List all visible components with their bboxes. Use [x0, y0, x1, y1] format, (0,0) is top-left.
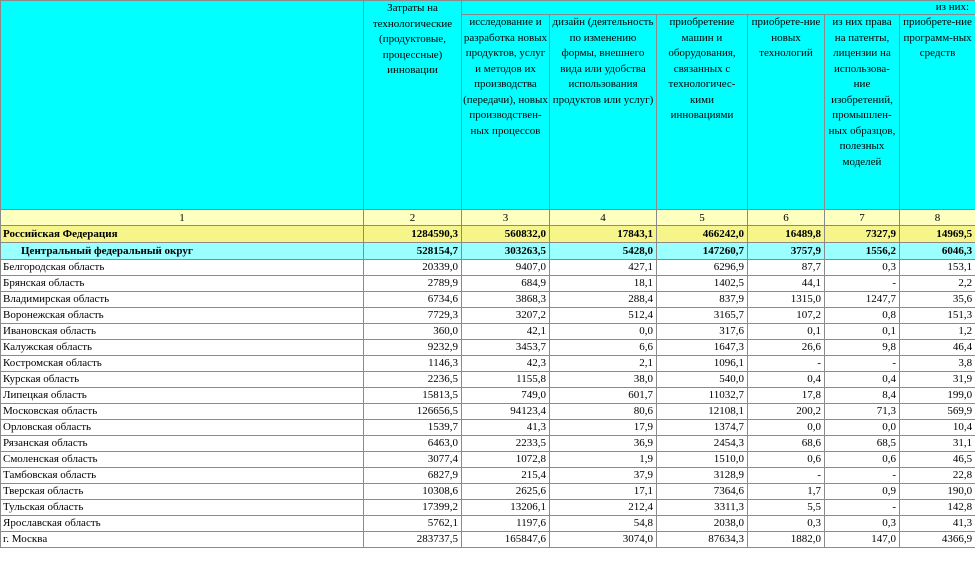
header-patent-rights: из них права на патенты, лицензии на использова-ние изобретений, промышлен-ных образцов, полезных моделей	[825, 15, 900, 210]
cell-value: 2625,6	[462, 484, 550, 500]
table-row	[1, 500, 975, 516]
cell-value: 71,3	[825, 404, 900, 420]
cell-value: 68,5	[825, 436, 900, 452]
cell-value: 46,4	[900, 340, 975, 356]
row-name: Центральный федеральный округ	[1, 243, 364, 260]
cell-value: 54,8	[550, 516, 657, 532]
cell-value: 31,1	[900, 436, 975, 452]
cell-value: 22,8	[900, 468, 975, 484]
cell-value: 540,0	[657, 372, 748, 388]
cell-value: 31,9	[900, 372, 975, 388]
cell-value: 190,0	[900, 484, 975, 500]
header-machinery-purchase: приобретение машин и оборудования, связанных с технологичес-кими инновациями	[657, 15, 748, 210]
header-new-technologies: приобрете-ние новых технологий	[748, 15, 825, 210]
cell-value: 10308,6	[364, 484, 462, 500]
row-name: Ярославская область	[1, 516, 364, 532]
cell-value: 9407,0	[462, 260, 550, 276]
cell-value: 41,3	[462, 420, 550, 436]
cell-value: 42,1	[462, 324, 550, 340]
cell-value: 87,7	[748, 260, 825, 276]
cell-value: 0,9	[825, 484, 900, 500]
row-name: Тульская область	[1, 500, 364, 516]
header-research-development: исследование и разработка новых продуктов, услуг и методов их производства (передачи), новых производствен-ных процессов	[462, 15, 550, 210]
cell-value: 68,6	[748, 436, 825, 452]
cell-value: 147,0	[825, 532, 900, 548]
cell-value: 3074,0	[550, 532, 657, 548]
cell-value: 3,8	[900, 356, 975, 372]
table-row	[1, 324, 975, 340]
cell-value: 0,4	[825, 372, 900, 388]
column-number: 4	[550, 210, 657, 226]
cell-value: 601,7	[550, 388, 657, 404]
cell-value: 3077,4	[364, 452, 462, 468]
table-row	[1, 260, 975, 276]
row-name: Тверская область	[1, 484, 364, 500]
table-row	[1, 468, 975, 484]
cell-value: 3128,9	[657, 468, 748, 484]
cell-value: 3453,7	[462, 340, 550, 356]
cell-value: -	[748, 468, 825, 484]
cell-value: 3207,2	[462, 308, 550, 324]
cell-value: 147260,7	[657, 243, 748, 260]
cell-value: 0,4	[748, 372, 825, 388]
cell-value: 0,3	[748, 516, 825, 532]
cell-value: 142,8	[900, 500, 975, 516]
row-name: г. Москва	[1, 532, 364, 548]
table-row	[1, 420, 975, 436]
row-name: Московская область	[1, 404, 364, 420]
cell-value: 6,6	[550, 340, 657, 356]
row-name: Белгородская область	[1, 260, 364, 276]
row-name: Рязанская область	[1, 436, 364, 452]
table-row	[1, 484, 975, 500]
cell-value: 466242,0	[657, 226, 748, 243]
table-row	[1, 516, 975, 532]
column-number: 8	[900, 210, 975, 226]
cell-value: 38,0	[550, 372, 657, 388]
cell-value: 12108,1	[657, 404, 748, 420]
cell-value: 0,0	[825, 420, 900, 436]
cell-value: 3165,7	[657, 308, 748, 324]
table-row	[1, 532, 975, 548]
cell-value: 2454,3	[657, 436, 748, 452]
row-name: Орловская область	[1, 420, 364, 436]
cell-value: 94123,4	[462, 404, 550, 420]
cell-value: 1,9	[550, 452, 657, 468]
cell-value: 2789,9	[364, 276, 462, 292]
cell-value: 11032,7	[657, 388, 748, 404]
cell-value: 288,4	[550, 292, 657, 308]
cell-value: 151,3	[900, 308, 975, 324]
row-name: Курская область	[1, 372, 364, 388]
cell-value: -	[825, 468, 900, 484]
cell-value: 10,4	[900, 420, 975, 436]
table-row	[1, 292, 975, 308]
column-number: 2	[364, 210, 462, 226]
cell-value: 35,6	[900, 292, 975, 308]
cell-value: 41,3	[900, 516, 975, 532]
cell-value: 13206,1	[462, 500, 550, 516]
row-name: Смоленская область	[1, 452, 364, 468]
cell-value: 17,9	[550, 420, 657, 436]
header-design: дизайн (деятельность по изменению формы, внешнего вида или удобства использования продуктов или услуг)	[550, 15, 657, 210]
table-row	[1, 452, 975, 468]
cell-value: 126656,5	[364, 404, 462, 420]
cell-value: 0,0	[748, 420, 825, 436]
row-name: Брянская область	[1, 276, 364, 292]
header-total-costs: Затраты на технологические (продуктовые, процессные) инновации	[364, 1, 462, 210]
cell-value: 303263,5	[462, 243, 550, 260]
column-number: 1	[1, 210, 364, 226]
header-corner-cell	[1, 1, 364, 210]
cell-value: 1284590,3	[364, 226, 462, 243]
cell-value: 212,4	[550, 500, 657, 516]
cell-value: 199,0	[900, 388, 975, 404]
cell-value: 0,6	[748, 452, 825, 468]
cell-value: 2,2	[900, 276, 975, 292]
cell-value: 153,1	[900, 260, 975, 276]
table-row	[1, 340, 975, 356]
cell-value: 569,9	[900, 404, 975, 420]
cell-value: 215,4	[462, 468, 550, 484]
cell-value: 0,1	[825, 324, 900, 340]
cell-value: 7364,6	[657, 484, 748, 500]
cell-value: 7729,3	[364, 308, 462, 324]
cell-value: 283737,5	[364, 532, 462, 548]
cell-value: 200,2	[748, 404, 825, 420]
cell-value: 6463,0	[364, 436, 462, 452]
table-row	[1, 276, 975, 292]
column-number: 5	[657, 210, 748, 226]
cell-value: 6827,9	[364, 468, 462, 484]
cell-value: 80,6	[550, 404, 657, 420]
cell-value: 14969,5	[900, 226, 975, 243]
cell-value: 37,9	[550, 468, 657, 484]
cell-value: -	[748, 356, 825, 372]
cell-value: 6296,9	[657, 260, 748, 276]
cell-value: 1647,3	[657, 340, 748, 356]
cell-value: 0,6	[825, 452, 900, 468]
cell-value: 1556,2	[825, 243, 900, 260]
cell-value: 9232,9	[364, 340, 462, 356]
table-row	[1, 372, 975, 388]
cell-value: 87634,3	[657, 532, 748, 548]
cell-value: 3311,3	[657, 500, 748, 516]
cell-value: 5,5	[748, 500, 825, 516]
cell-value: 42,3	[462, 356, 550, 372]
cell-value: 1247,7	[825, 292, 900, 308]
cell-value: 1374,7	[657, 420, 748, 436]
cell-value: 1197,6	[462, 516, 550, 532]
cell-value: 46,5	[900, 452, 975, 468]
cell-value: 317,6	[657, 324, 748, 340]
cell-value: -	[825, 276, 900, 292]
row-name: Российская Федерация	[1, 226, 364, 243]
cell-value: 16489,8	[748, 226, 825, 243]
column-number: 3	[462, 210, 550, 226]
column-number: 6	[748, 210, 825, 226]
cell-value: 1510,0	[657, 452, 748, 468]
header-group-of-them: из них:	[462, 1, 975, 15]
cell-value: 427,1	[550, 260, 657, 276]
cell-value: 0,0	[550, 324, 657, 340]
cell-value: 837,9	[657, 292, 748, 308]
cell-value: 528154,7	[364, 243, 462, 260]
cell-value: 20339,0	[364, 260, 462, 276]
row-name: Ивановская область	[1, 324, 364, 340]
cell-value: 17399,2	[364, 500, 462, 516]
table-row	[1, 356, 975, 372]
table-row	[1, 388, 975, 404]
cell-value: 0,1	[748, 324, 825, 340]
cell-value: 1155,8	[462, 372, 550, 388]
cell-value: 1096,1	[657, 356, 748, 372]
row-name: Калужская область	[1, 340, 364, 356]
cell-value: 1072,8	[462, 452, 550, 468]
cell-value: 0,8	[825, 308, 900, 324]
row-name: Липецкая область	[1, 388, 364, 404]
table-row	[1, 308, 975, 324]
cell-value: 7327,9	[825, 226, 900, 243]
cell-value: 2038,0	[657, 516, 748, 532]
cell-value: 5428,0	[550, 243, 657, 260]
cell-value: -	[825, 356, 900, 372]
cell-value: 5762,1	[364, 516, 462, 532]
cell-value: 17,8	[748, 388, 825, 404]
cell-value: 360,0	[364, 324, 462, 340]
row-name: Костромская область	[1, 356, 364, 372]
summary-row-central-district	[1, 243, 975, 260]
cell-value: -	[825, 500, 900, 516]
cell-value: 0,3	[825, 260, 900, 276]
row-name: Владимирская область	[1, 292, 364, 308]
cell-value: 1539,7	[364, 420, 462, 436]
cell-value: 512,4	[550, 308, 657, 324]
cell-value: 1315,0	[748, 292, 825, 308]
cell-value: 15813,5	[364, 388, 462, 404]
cell-value: 18,1	[550, 276, 657, 292]
column-number: 7	[825, 210, 900, 226]
cell-value: 1402,5	[657, 276, 748, 292]
cell-value: 1146,3	[364, 356, 462, 372]
row-name: Тамбовская область	[1, 468, 364, 484]
cell-value: 0,3	[825, 516, 900, 532]
cell-value: 17843,1	[550, 226, 657, 243]
cell-value: 1,7	[748, 484, 825, 500]
table-row	[1, 436, 975, 452]
cell-value: 749,0	[462, 388, 550, 404]
cell-value: 1882,0	[748, 532, 825, 548]
cell-value: 6734,6	[364, 292, 462, 308]
row-name: Воронежская область	[1, 308, 364, 324]
summary-row-russia	[1, 226, 975, 243]
cell-value: 684,9	[462, 276, 550, 292]
cell-value: 4366,9	[900, 532, 975, 548]
cell-value: 2233,5	[462, 436, 550, 452]
cell-value: 9,8	[825, 340, 900, 356]
header-software-purchase: приобрете-ние программ-ных средств	[900, 15, 975, 210]
cell-value: 560832,0	[462, 226, 550, 243]
cell-value: 44,1	[748, 276, 825, 292]
cell-value: 165847,6	[462, 532, 550, 548]
column-numbers-row	[1, 210, 975, 226]
cell-value: 26,6	[748, 340, 825, 356]
cell-value: 107,2	[748, 308, 825, 324]
cell-value: 6046,3	[900, 243, 975, 260]
cell-value: 8,4	[825, 388, 900, 404]
cell-value: 3868,3	[462, 292, 550, 308]
table-row	[1, 404, 975, 420]
cell-value: 17,1	[550, 484, 657, 500]
cell-value: 3757,9	[748, 243, 825, 260]
cell-value: 36,9	[550, 436, 657, 452]
cell-value: 2,1	[550, 356, 657, 372]
cell-value: 1,2	[900, 324, 975, 340]
cell-value: 2236,5	[364, 372, 462, 388]
